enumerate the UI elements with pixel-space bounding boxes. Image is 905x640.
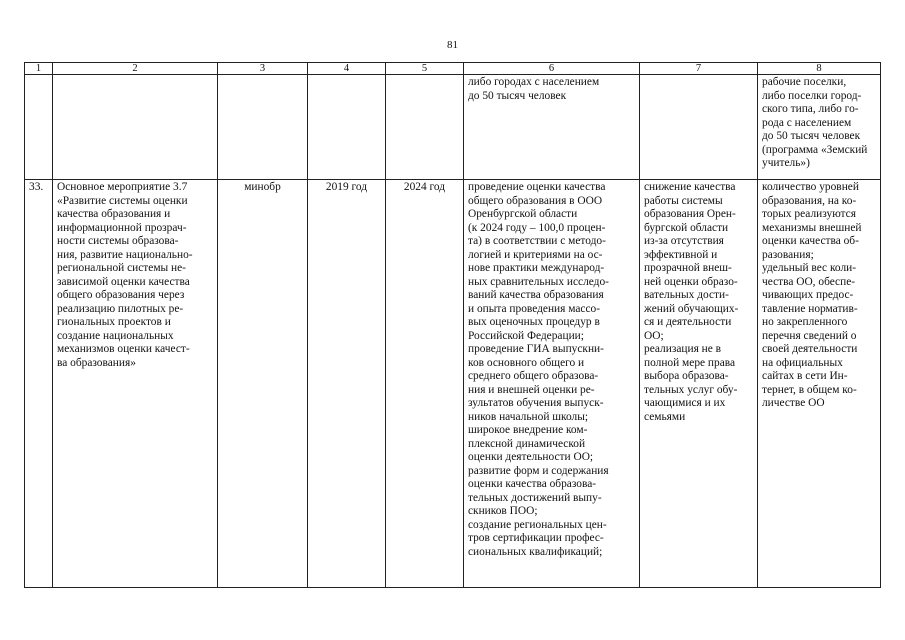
continuation-row xyxy=(25,75,881,180)
text-line: чества ОО, обеспе- xyxy=(762,275,856,288)
text-line: ва образования» xyxy=(57,356,136,369)
row-number: 33. xyxy=(25,180,53,588)
text-line: создание национальных xyxy=(57,329,174,342)
column-number: 1 xyxy=(25,63,53,75)
empty-cell xyxy=(53,75,218,180)
text-line: полной мере права xyxy=(644,356,736,369)
column-number: 5 xyxy=(386,63,464,75)
text-line: зультатов обучения выпуск- xyxy=(468,397,604,409)
text-line: рабочие поселки, xyxy=(762,76,847,88)
table-row xyxy=(25,180,881,588)
text-line: оценки качества об- xyxy=(762,235,859,247)
end-year-cell: 2024 год xyxy=(386,180,464,588)
empty-cell xyxy=(386,75,464,180)
text-line: из-за отсутствия xyxy=(644,235,724,247)
text-line: снижение качества xyxy=(644,181,736,193)
text-line: либо городах с населением xyxy=(468,76,600,88)
text-line: образования Орен- xyxy=(644,208,736,220)
start-year-cell: 2019 год xyxy=(308,180,386,588)
text-line: удельный вес коли- xyxy=(762,262,857,274)
text-line: до 50 тысяч человек xyxy=(468,89,567,102)
text-line: оценки деятельности ОО; xyxy=(468,451,594,463)
text-line: та) в соответствии с методо- xyxy=(468,235,606,247)
text-line: прозрачной внеш- xyxy=(644,262,732,274)
text-line: проведение оценки качества xyxy=(468,181,606,193)
text-line: механизмов оценки качест- xyxy=(57,343,190,355)
text-line: ников начальной школы; xyxy=(468,410,589,423)
text-line: учитель») xyxy=(762,157,810,169)
text-line: личестве ОО xyxy=(762,397,825,409)
text-line: развитие форм и содержания xyxy=(468,464,609,477)
text-line: тернет, в общем ко- xyxy=(762,383,857,396)
text-line: торых реализуются xyxy=(762,208,856,220)
text-line: оценки качества образова- xyxy=(468,478,597,490)
text-line: логией и критериями на ос- xyxy=(468,248,603,261)
text-line: тавление норматив- xyxy=(762,302,858,315)
text-line: выбора образова- xyxy=(644,370,729,382)
text-line: зависимой оценки качества xyxy=(57,275,190,288)
text-line: качества образования и xyxy=(57,208,171,220)
text-line: но закрепленного xyxy=(762,316,848,328)
text-line: ных сравнительных исследо- xyxy=(468,275,609,288)
text-line: скников ПОО; xyxy=(468,505,538,517)
indicator-continuation-cell xyxy=(758,75,881,180)
text-line: вательных дости- xyxy=(644,289,729,301)
text-line: сиональных квалификаций; xyxy=(468,545,603,558)
text-line: перечня сведений о xyxy=(762,329,857,342)
text-line: (программа «Земский xyxy=(762,143,868,156)
text-line: на официальных xyxy=(762,356,843,369)
text-line: Основное мероприятие 3.7 xyxy=(57,181,188,193)
activity-name-cell xyxy=(53,180,218,588)
empty-cell xyxy=(25,75,53,180)
text-line: (к 2024 году – 100,0 процен- xyxy=(468,221,606,234)
executor-cell: минобр xyxy=(218,180,308,588)
program-table xyxy=(24,62,881,588)
text-line: образования, на ко- xyxy=(762,194,857,207)
column-number: 6 xyxy=(464,63,640,75)
text-line: разования; xyxy=(762,248,814,261)
result-continuation-cell xyxy=(464,75,640,180)
empty-cell xyxy=(218,75,308,180)
empty-cell xyxy=(308,75,386,180)
text-line: гиональных проектов и xyxy=(57,316,171,328)
text-line: широкое внедрение ком- xyxy=(468,424,588,436)
text-line: ков основного общего и xyxy=(468,356,585,369)
column-number: 2 xyxy=(53,63,218,75)
text-line: ней оценки образо- xyxy=(644,275,738,288)
text-line: тельных услуг обу- xyxy=(644,383,738,396)
text-line: либо поселки город- xyxy=(762,89,862,102)
text-line: общего образования через xyxy=(57,289,185,301)
text-line: проведение ГИА выпускни- xyxy=(468,343,604,355)
text-line: информационной прозрач- xyxy=(57,221,187,234)
page-number: 81 xyxy=(447,39,458,51)
text-line: количество уровней xyxy=(762,181,859,193)
empty-cell xyxy=(640,75,758,180)
text-line: семьями xyxy=(644,410,686,423)
text-line: жений обучающих- xyxy=(644,302,739,315)
text-line: создание региональных цен- xyxy=(468,518,607,531)
text-line: тельных достижений выпу- xyxy=(468,491,602,504)
text-line: своей деятельности xyxy=(762,343,858,355)
text-line: региональной системы не- xyxy=(57,262,186,274)
column-number: 3 xyxy=(218,63,308,75)
text-line: работы системы xyxy=(644,194,723,207)
indicators-cell xyxy=(758,180,881,588)
text-line: и опыта проведения массо- xyxy=(468,302,601,315)
text-line: среднего общего образова- xyxy=(468,370,599,382)
text-line: «Развитие системы оценки xyxy=(57,194,188,207)
text-line: до 50 тысяч человек xyxy=(762,130,861,142)
text-line: ского типа, либо го- xyxy=(762,103,859,115)
text-line: ваний качества образования xyxy=(468,289,604,301)
text-line: ния, развитие национально- xyxy=(57,248,193,261)
text-line: тров сертификации профес- xyxy=(468,532,604,544)
text-line: ся и деятельности xyxy=(644,316,732,328)
text-line: чивающих предос- xyxy=(762,289,854,301)
consequences-cell xyxy=(640,180,758,588)
text-line: ности системы образова- xyxy=(57,235,179,247)
text-line: сайтах в сети Ин- xyxy=(762,370,848,382)
text-line: ОО; xyxy=(644,329,664,342)
column-number: 7 xyxy=(640,63,758,75)
text-line: чающимися и их xyxy=(644,397,726,409)
column-number-row xyxy=(25,63,881,75)
column-number: 8 xyxy=(758,63,881,75)
text-line: рода с населением xyxy=(762,116,852,129)
column-number: 4 xyxy=(308,63,386,75)
text-line: Российской Федерации; xyxy=(468,329,584,342)
text-line: бургской области xyxy=(644,221,729,234)
text-line: ния и внешней оценки ре- xyxy=(468,383,595,396)
expected-result-cell xyxy=(464,180,640,588)
text-line: нове практики международ- xyxy=(468,262,605,274)
text-line: эффективной и xyxy=(644,248,718,261)
text-line: механизмы внешней xyxy=(762,221,862,234)
text-line: плексной динамической xyxy=(468,437,586,450)
text-line: Оренбургской области xyxy=(468,208,578,220)
text-line: вых оценочных процедур в xyxy=(468,316,600,328)
text-line: общего образования в ООО xyxy=(468,194,603,207)
text-line: реализацию пилотных ре- xyxy=(57,302,184,315)
text-line: реализация не в xyxy=(644,343,722,355)
